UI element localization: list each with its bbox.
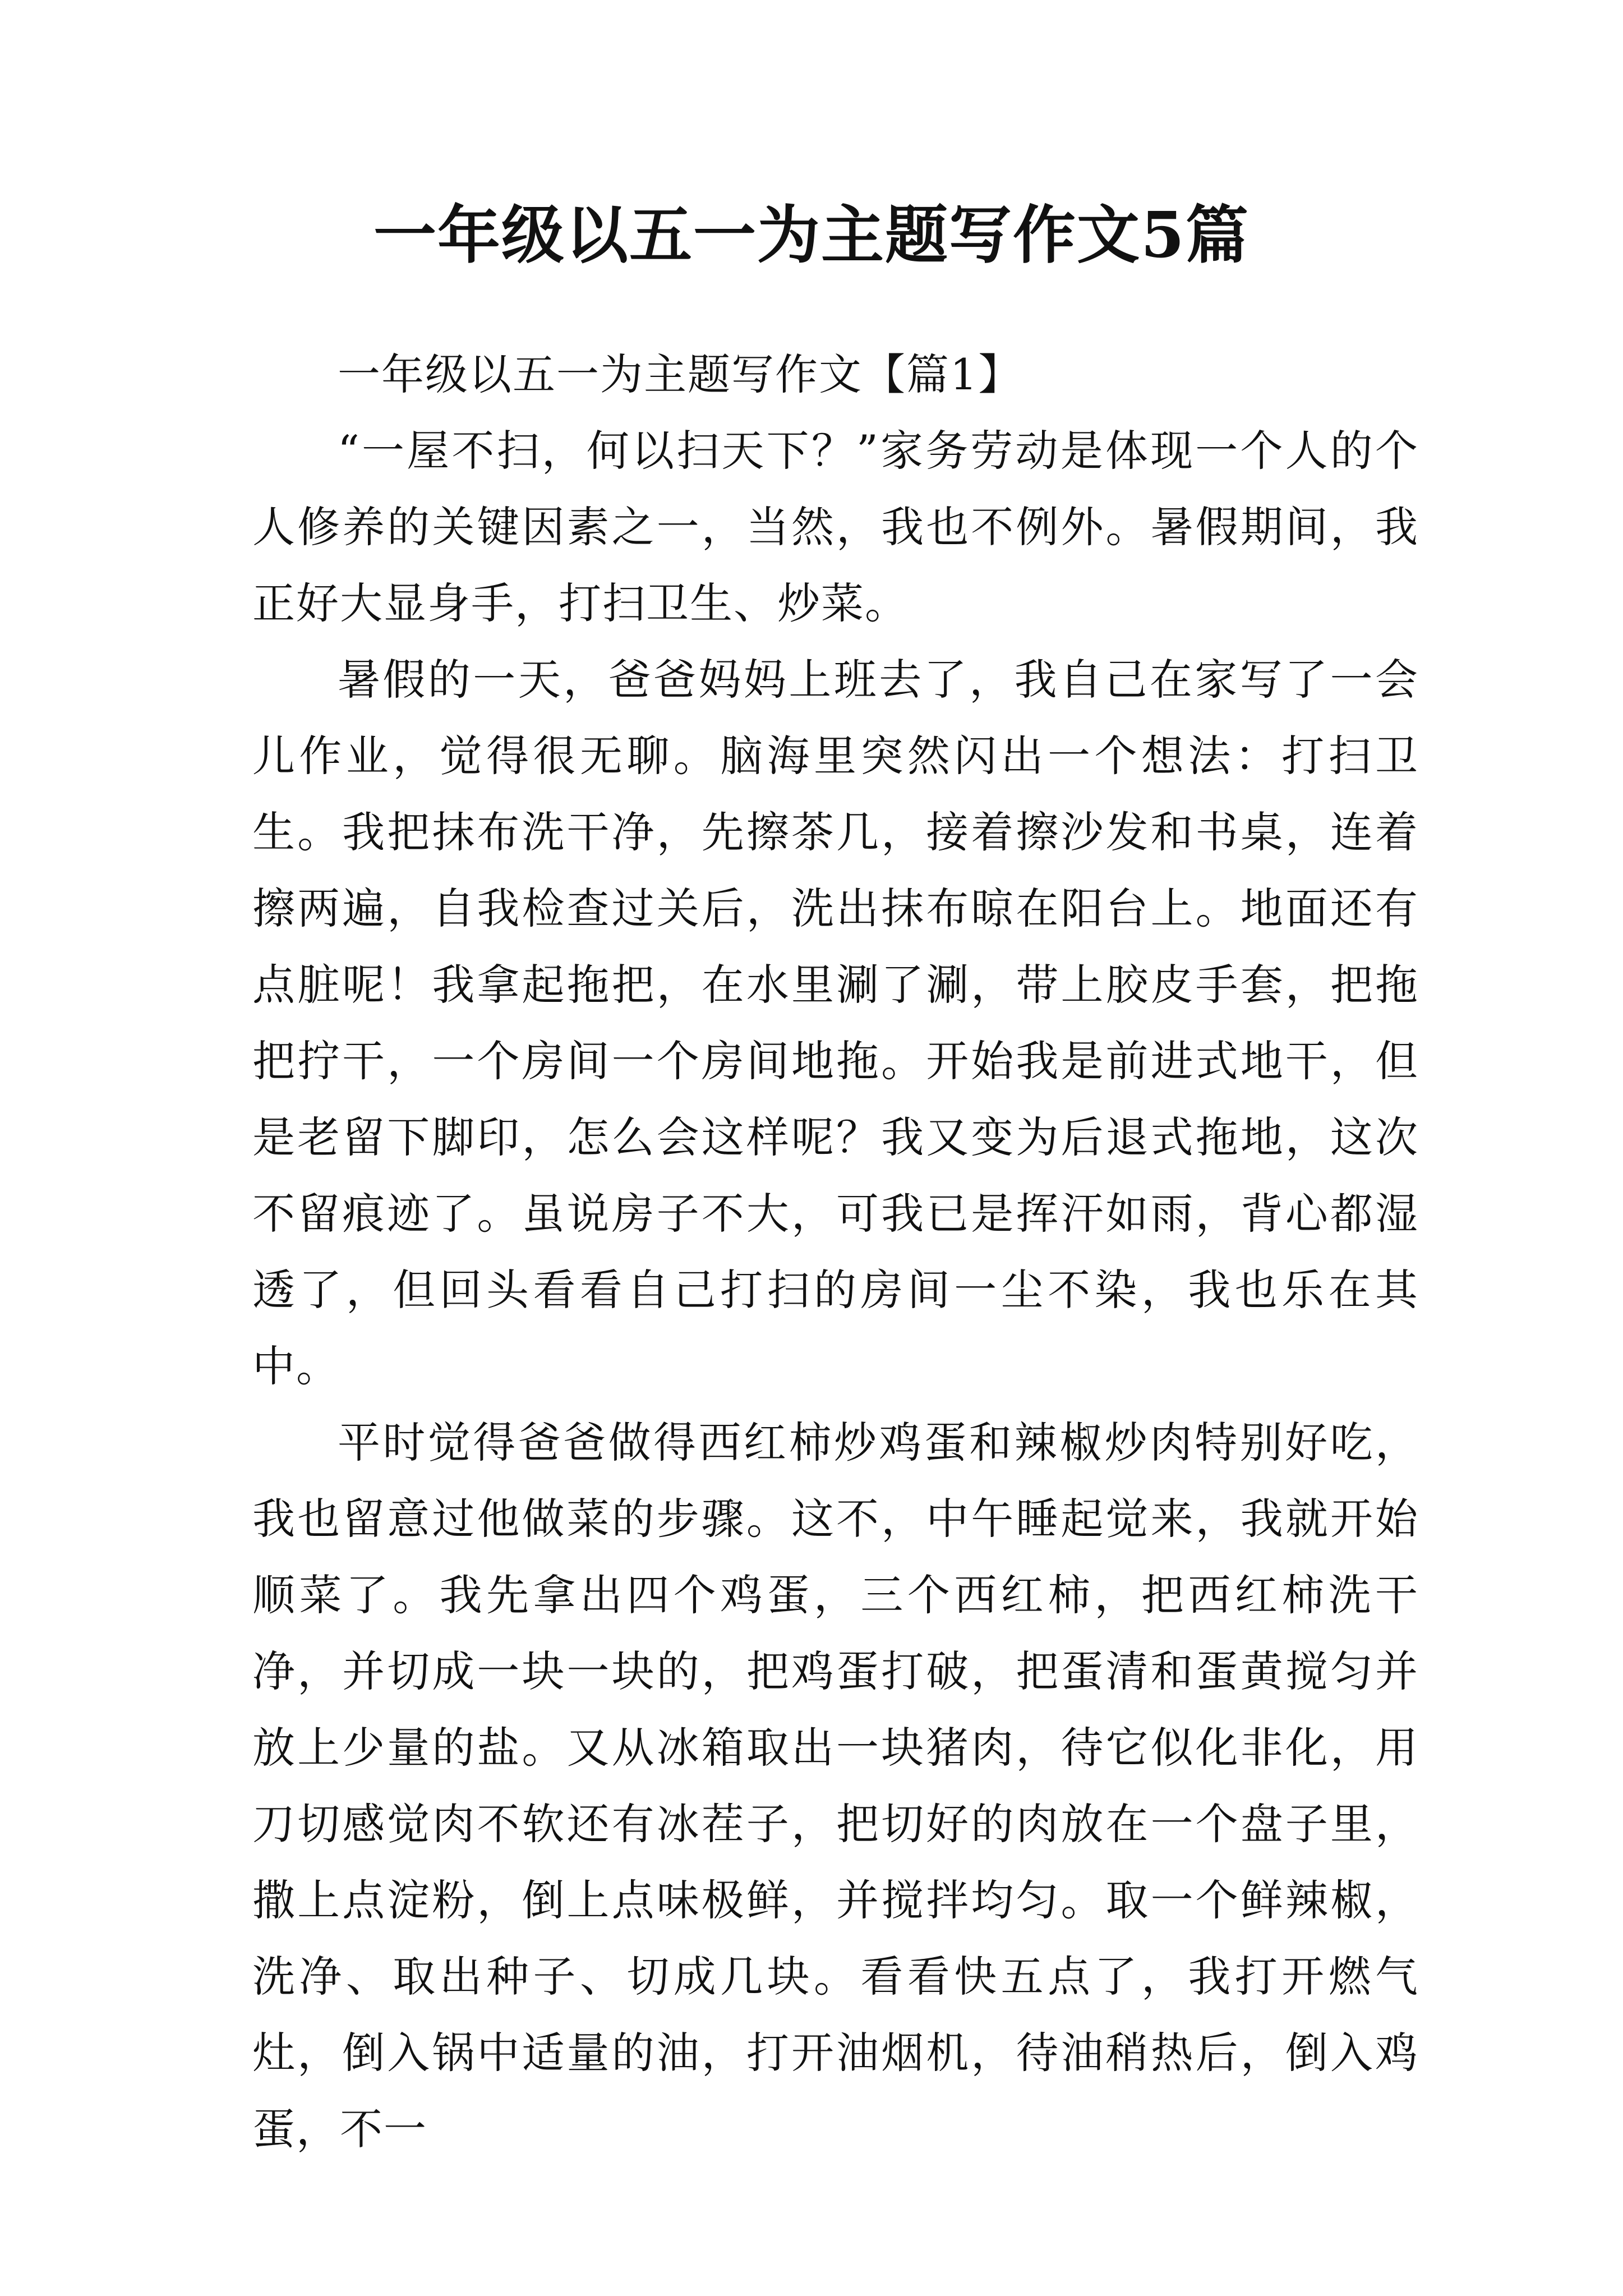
paragraph: “一屋不扫，何以扫天下？”家务劳动是体现一个人的个人修养的关键因素之一，当然，我也不例外。暑假期间，我正好大显身手，打扫卫生、炒菜。: [252, 426, 1419, 628]
section-heading: 一年级以五一为主题写作文【篇1】: [338, 349, 1022, 399]
paragraph: 暑假的一天，爸爸妈妈上班去了，我自己在家写了一会儿作业，觉得很无聊。脑海里突然闪出一个想法：打扫卫生。我把抹布洗干净，先擦茶几，接着擦沙发和书桌，连着擦两遍，自我检查过关后，洗出抹布晾在阳台上。地面还有点脏呢！我拿起拖把，在水里涮了涮，带上胶皮手套，把拖把拧干，一个房间一个房间地拖。开始我是前进式地干，但是老留下脚印，怎么会这样呢？我又变为后退式拖地，这次不留痕迹了。虽说房子不大，可我已是挥汗如雨，背心都湿透了，但回头看看自己打扫的房间一尘不染，我也乐在其中。: [252, 655, 1419, 1391]
paragraph: 平时觉得爸爸做得西红柿炒鸡蛋和辣椒炒肉特别好吃，我也留意过他做菜的步骤。这不，中午睡起觉来，我就开始顺菜了。我先拿出四个鸡蛋，三个西红柿，把西红柿洗干净，并切成一块一块的，把鸡蛋打破，把蛋清和蛋黄搅匀并放上少量的盐。又从冰箱取出一块猪肉，待它似化非化，用刀切感觉肉不软还有冰茬子，把切好的肉放在一个盘子里，撒上点淀粉，倒上点味极鲜，并搅拌均匀。取一个鲜辣椒，洗净、取出种子、切成几块。看看快五点了，我打开燃气灶，倒入锅中适量的油，打开油烟机，待油稍热后，倒入鸡蛋，不一: [252, 1418, 1419, 2154]
document-title: 一年级以五一为主题写作文5篇: [374, 199, 1249, 272]
document-body: [252, 337, 1419, 2168]
